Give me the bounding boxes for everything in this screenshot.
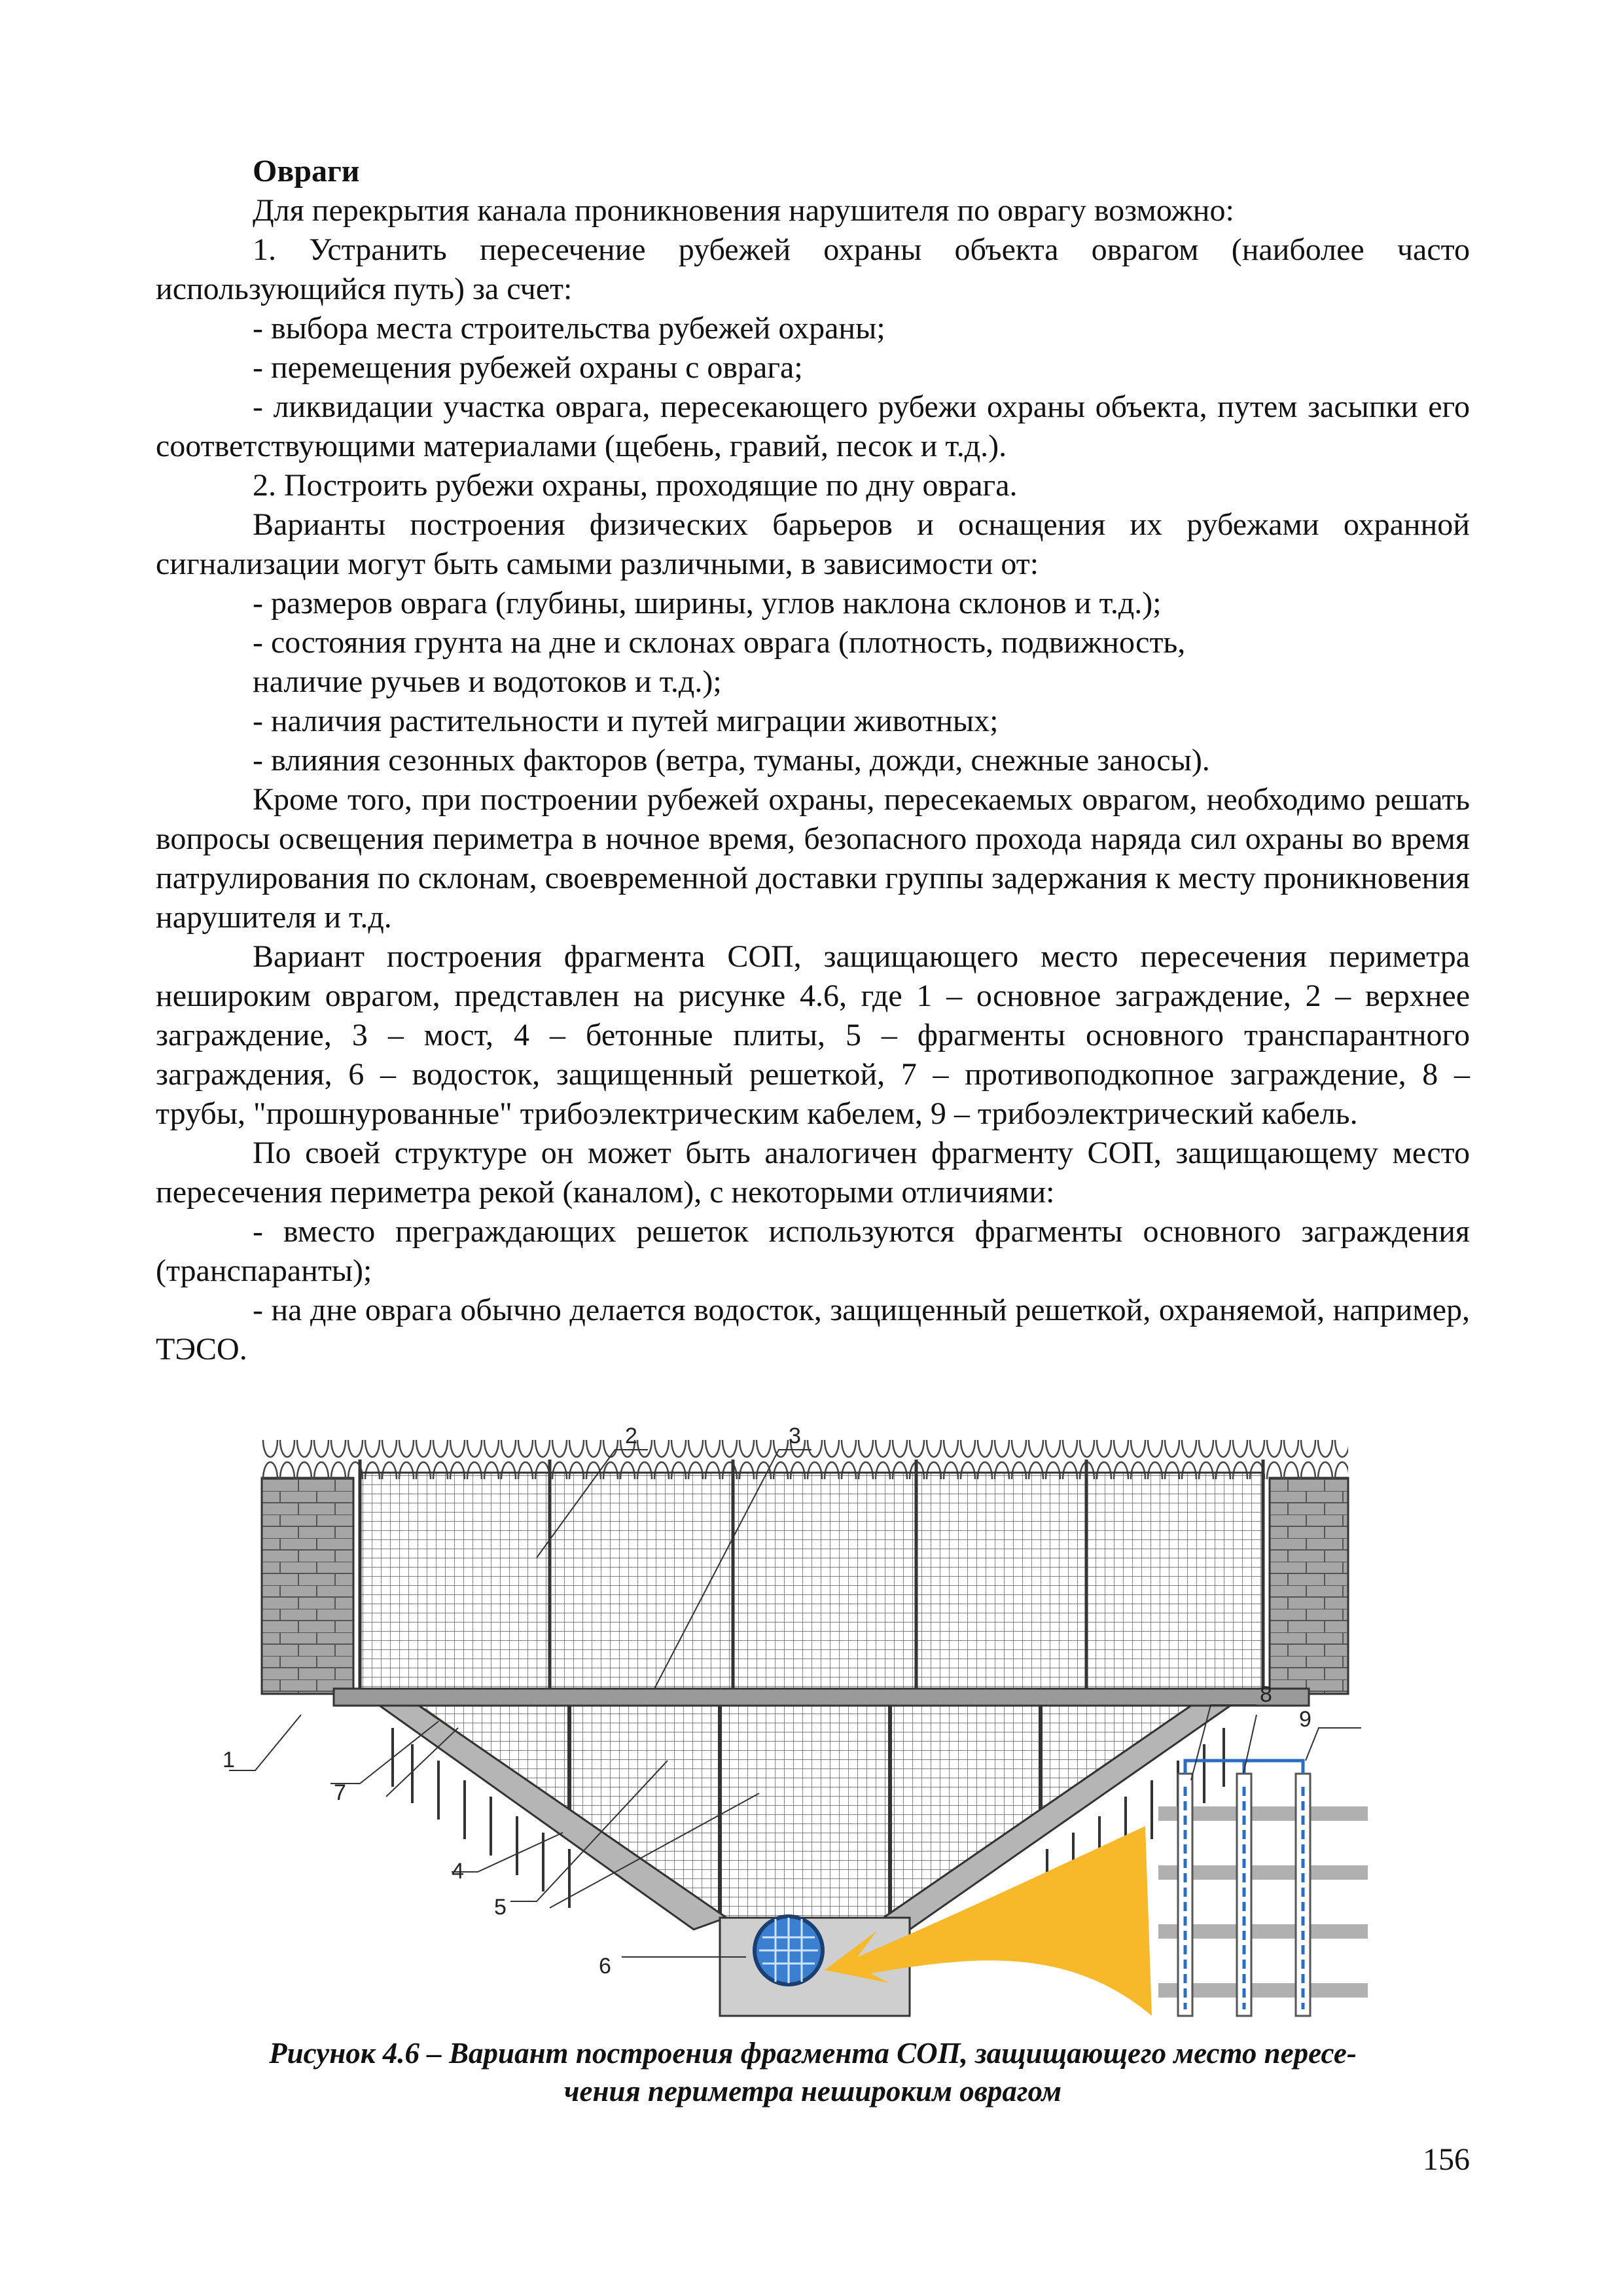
label-6: 6 (599, 1954, 611, 1979)
label-3: 3 (789, 1424, 801, 1448)
paragraph: - перемещения рубежей охраны с оврага; (253, 350, 803, 385)
label-5: 5 (494, 1895, 507, 1920)
label-8: 8 (1260, 1682, 1272, 1707)
paragraph: 2. Построить рубежи охраны, проходящие по дну оврага. (253, 468, 1018, 503)
label-1: 1 (223, 1748, 235, 1772)
bridge-deck (334, 1689, 1309, 1706)
ravine-barrier-figure (223, 1420, 1374, 2022)
pipe-detail-inset (1158, 1761, 1368, 2016)
drain-grate (755, 1916, 823, 1984)
paragraph: Вариант построения фрагмента СОП, защищающего место пересечения периметра нешироким оврагом, представлен на рисунке 4.6, где 1 – основное заграждение, 2 – верхнее заграждение, 3 – мост, 4 – бетонные плиты, 5 – фрагменты основного транспарантного заграждения, 6 – водосток, защищенный решеткой, 7 – противоподкопное заграждение, 8 – трубы, "прошнурованные" трибоэлектрическим кабелем, 9 – трибоэлектрический кабель. (156, 939, 1470, 1131)
paragraph: - наличия растительности и путей миграции животных; (253, 704, 999, 738)
label-2: 2 (625, 1424, 637, 1448)
label-9: 9 (1299, 1707, 1311, 1732)
figure-caption (156, 2034, 1470, 2110)
page-number: 156 (1423, 2142, 1470, 2177)
paragraph: Кроме того, при построении рубежей охраны, пересекаемых оврагом, необходимо решать вопросы освещения периметра в ночное время, безопасного прохода наряда сил охраны во время патрулирования по склонам, своевременной доставки группы задержания к месту проникновения нарушителя и т.д. (156, 782, 1470, 935)
upper-fence (360, 1460, 1263, 1695)
paragraph: - ликвидации участка оврага, пересекающего рубежи охраны объекта, путем засыпки его соответствующими материалами (щебень, гравий, песок и т.д.). (156, 389, 1470, 463)
paragraph-list (156, 191, 1470, 1369)
paragraph: - вместо преграждающих решеток используются фрагменты основного заграждения (транспаранты); (156, 1214, 1470, 1288)
paragraph: - на дне оврага обычно делается водосток, защищенный решеткой, охраняемой, например, ТЭСО. (156, 1293, 1470, 1367)
body-text (156, 152, 1470, 1369)
left-brick-pillar (262, 1478, 353, 1694)
paragraph: 1. Устранить пересечение рубежей охраны объекта оврагом (наиболее часто использующийся путь) за счет: (156, 232, 1470, 306)
paragraph: - размеров оврага (глубины, ширины, углов наклона склонов и т.д.); (253, 586, 1162, 620)
caption-line-1: Рисунок 4.6 – Вариант построения фрагмента СОП, защищающего место пересе- (269, 2037, 1357, 2070)
paragraph: - влияния сезонных факторов (ветра, туманы, дожди, снежные заносы). (253, 743, 1210, 778)
paragraph: Варианты построения физических барьеров и оснащения их рубежами охранной сигнализации могут быть самыми различными, в зависимости от: (156, 507, 1470, 581)
paragraph: наличие ручьев и водотоков и т.д.); (253, 664, 722, 699)
paragraph: Для перекрытия канала проникновения нарушителя по оврагу возможно: (253, 193, 1234, 228)
paragraph: - выбора места строительства рубежей охраны; (253, 311, 885, 346)
paragraph: По своей структуре он может быть аналогичен фрагменту СОП, защищающему место пересечения периметра рекой (каналом), с некоторыми отличиями: (156, 1136, 1470, 1210)
section-heading: Овраги (253, 154, 360, 188)
right-brick-pillar (1270, 1478, 1348, 1694)
caption-line-2: чения периметра нешироким оврагом (563, 2075, 1062, 2108)
label-4: 4 (452, 1859, 464, 1884)
paragraph: - состояния грунта на дне и склонах оврага (плотность, подвижность, (253, 625, 1186, 660)
label-7: 7 (334, 1780, 346, 1805)
